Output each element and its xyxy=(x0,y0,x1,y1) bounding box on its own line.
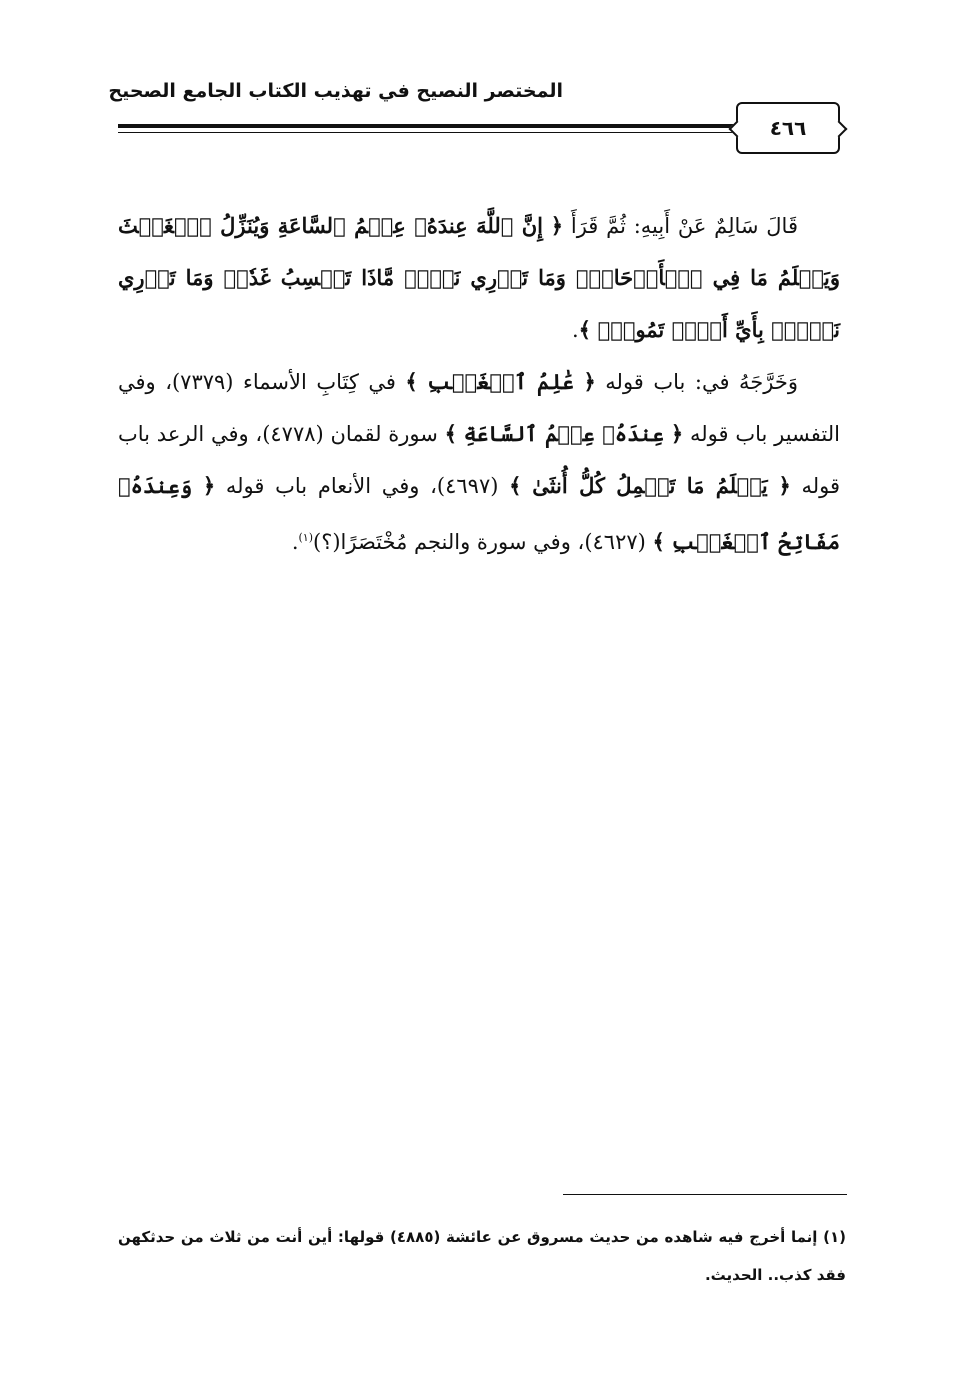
footnote-item xyxy=(118,1218,846,1294)
takhrij-text-1: وَخَرَّجَهُ في: باب قوله xyxy=(605,370,798,394)
quran-close-bracket: ﴾ xyxy=(509,473,522,498)
footnotes xyxy=(118,1218,846,1294)
page-number: ٤٦٦ xyxy=(769,116,807,140)
header-rule-thick xyxy=(118,124,738,128)
sentence-end: . xyxy=(291,530,299,554)
quran-open-bracket: ﴿ xyxy=(670,421,684,446)
quran-close-bracket: ﴾ xyxy=(444,421,457,446)
footnote-separator xyxy=(563,1194,847,1195)
main-text xyxy=(118,200,840,568)
header-rule-thin xyxy=(118,132,738,133)
footnote-reference[interactable]: (١) xyxy=(298,531,314,544)
sentence-end: . xyxy=(571,318,579,342)
quran-phrase-1: عَٰلِمُ ٱلۡغَيۡبِ xyxy=(427,369,574,394)
quran-open-bracket: ﴿ xyxy=(550,213,564,238)
paragraph-hadith xyxy=(118,200,840,356)
quran-close-bracket: ﴾ xyxy=(652,529,665,554)
narration-lead: قَالَ سَالِمٌ عَنْ أَبِيهِ: ثُمَّ قَرَأَ xyxy=(570,214,798,238)
takhrij-text-2: في كِتَابِ الأسماء (٧٣٧٩)، وفي التفسير باب قوله xyxy=(118,370,840,446)
footnote-text: إنما أخرج فيه شاهده من حديث مسروق عن عائشة (٤٨٨٥) قولها: أين أنت من ثلاث من حدثكهن فقد كذب.. الحديث. xyxy=(118,1228,846,1284)
quran-phrase-2: عِندَهُۥ عِلۡمُ ٱلسَّاعَةِ xyxy=(463,421,665,446)
quran-verse: إِنَّ ٱللَّهَ عِندَهُۥ عِلۡمُ ٱلسَّاعَةِ وَيُنَزِّلُ ٱلۡغَيۡثَ وَيَعۡلَمُ مَا فِي ٱلۡأَرۡحَامِۖ وَمَا تَدۡرِي نَفۡسٞ مَّاذَا تَكۡسِبُ غَدٗاۖ وَمَا تَدۡرِي نَفۡسُۢ بِأَيِّ أَرۡضٖ تَمُوتُۚ xyxy=(118,213,840,342)
takhrij-text-5: (٤٦٢٧)، وفي سورة والنجم مُخْتَصَرًا(؟) xyxy=(313,530,646,554)
takhrij-text-3: سورة لقمان (٤٧٧٨)، وفي الرعد باب قوله xyxy=(118,422,841,498)
quran-phrase-4: وَعِندَهُۥ مَفَاتِحُ ٱلۡغَيۡبِ xyxy=(118,473,840,554)
footnote-number: (١) xyxy=(823,1228,846,1246)
quran-open-bracket: ﴿ xyxy=(583,369,596,394)
quran-open-bracket: ﴿ xyxy=(202,473,216,498)
quran-open-bracket: ﴿ xyxy=(778,473,791,498)
quran-close-bracket: ﴾ xyxy=(405,369,418,394)
quran-phrase-3: يَعۡلَمُ مَا تَحۡمِلُ كُلُّ أُنثَىٰ xyxy=(532,473,768,498)
paragraph-takhrij xyxy=(118,356,840,568)
takhrij-text-4: (٤٦٩٧)، وفي الأنعام باب قوله xyxy=(225,474,499,498)
quran-close-bracket: ﴾ xyxy=(578,317,591,342)
running-header-title: المختصر النصيح في تهذيب الكتاب الجامع الصحيح xyxy=(108,80,563,102)
page-number-frame xyxy=(736,102,840,154)
